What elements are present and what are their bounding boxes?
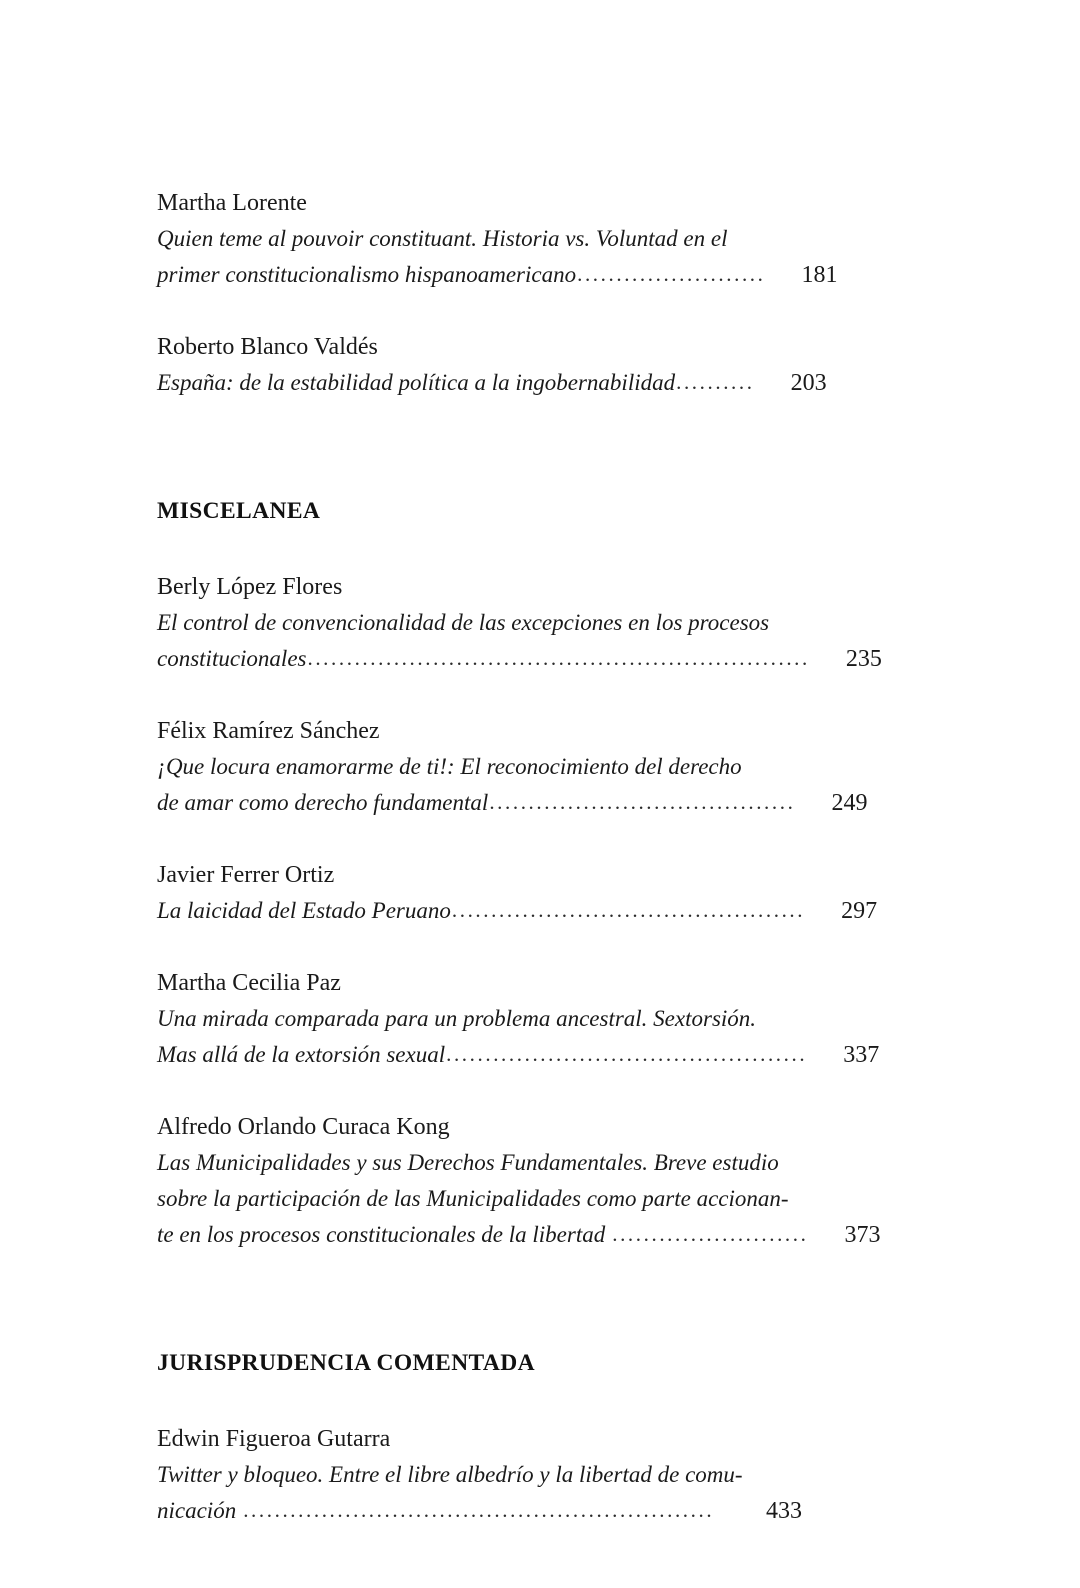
entry-title-last-line <box>157 1217 881 1253</box>
entry-title-line: sobre la participación de las Municipalidades como parte accionan- <box>157 1186 789 1212</box>
entry-title-last-line <box>157 1493 802 1529</box>
entry-title-line: Una mirada comparada para un problema ancestral. Sextorsión. <box>157 1006 757 1032</box>
entry-title-line: ¡Que locura enamorarme de ti!: El reconocimiento del derecho <box>157 754 742 780</box>
entry-title-last-line <box>157 893 878 929</box>
entry-page-number[interactable]: 249 <box>831 790 868 817</box>
table-of-contents <box>157 185 882 1529</box>
dot-leader: .............................................. <box>446 1042 808 1067</box>
entry-title-last-line <box>157 641 882 677</box>
dot-leader: ............................................................ <box>243 1498 715 1523</box>
dot-leader: ........................ <box>577 262 766 286</box>
entry-title-last-line <box>157 365 827 401</box>
dot-leader: .......... <box>676 370 755 394</box>
entry-title <box>157 1457 802 1529</box>
entry-title-line: España: de la estabilidad política a la ingobernabilidad <box>157 370 676 395</box>
section-heading: MISCELANEA <box>157 498 321 524</box>
entry-title-line: nicación <box>157 1498 237 1524</box>
section-heading: JURISPRUDENCIA COMENTADA <box>157 1350 536 1377</box>
entry-author: Martha Cecilia Paz <box>157 970 341 997</box>
section-spacer <box>157 437 802 497</box>
entry-page-number[interactable]: 337 <box>843 1042 880 1069</box>
entry-page-number[interactable]: 181 <box>801 262 838 288</box>
entry-page-number[interactable]: 297 <box>841 898 878 925</box>
entry-title-last-line <box>157 257 838 293</box>
toc-entry[interactable] <box>157 1421 802 1529</box>
entry-title <box>157 749 868 821</box>
entry-title <box>157 1145 881 1253</box>
entry-author: Félix Ramírez Sánchez <box>157 718 380 745</box>
entry-author: Javier Ferrer Ortiz <box>157 862 335 889</box>
section-spacer <box>157 525 802 569</box>
entry-title-line: constitucionales <box>157 646 307 672</box>
entry-author: Alfredo Orlando Curaca Kong <box>157 1114 450 1141</box>
dot-leader: ......................... <box>612 1222 809 1247</box>
entry-author: Martha Lorente <box>157 190 307 216</box>
toc-entry[interactable] <box>157 185 838 293</box>
entry-title <box>157 365 827 401</box>
entry-author: Edwin Figueroa Gutarra <box>157 1426 391 1453</box>
entry-title-line: de amar como derecho fundamental <box>157 790 489 816</box>
entry-title-line: Las Municipalidades y sus Derechos Fundamentales. Breve estudio <box>157 1150 779 1176</box>
section-spacer <box>157 1289 802 1349</box>
entry-page-number[interactable]: 203 <box>790 370 827 396</box>
entry-title-line: El control de convencionalidad de las excepciones en los procesos <box>157 610 770 636</box>
entry-title-last-line <box>157 1037 880 1073</box>
entry-title-line: Mas allá de la extorsión sexual <box>157 1042 446 1068</box>
entry-title-line: primer constitucionalismo hispanoamericano <box>157 262 577 287</box>
entry-author: Berly López Flores <box>157 574 343 601</box>
entry-title-line: La laicidad del Estado Peruano <box>157 898 451 924</box>
dot-leader: ................................................................ <box>307 646 810 671</box>
entry-title <box>157 893 878 929</box>
toc-entry[interactable] <box>157 569 882 677</box>
entry-page-number[interactable]: 373 <box>844 1222 881 1249</box>
entry-title <box>157 1001 880 1073</box>
dot-leader: ....................................... <box>489 790 796 815</box>
dot-leader: ............................................. <box>451 898 806 923</box>
toc-entry[interactable] <box>157 329 827 401</box>
entry-author: Roberto Blanco Valdés <box>157 334 378 360</box>
toc-entry[interactable] <box>157 713 868 821</box>
entry-page-number[interactable]: 235 <box>845 646 882 673</box>
entry-title-last-line <box>157 785 868 821</box>
entry-title <box>157 221 838 293</box>
entry-title-line: te en los procesos constitucionales de la libertad <box>157 1222 606 1248</box>
entry-page-number[interactable]: 433 <box>766 1498 802 1525</box>
toc-entry[interactable] <box>157 965 880 1073</box>
entry-title <box>157 605 882 677</box>
entry-title-line: Quien teme al pouvoir constituant. Historia vs. Voluntad en el <box>157 226 728 251</box>
toc-entry[interactable] <box>157 857 878 929</box>
toc-entry[interactable] <box>157 1109 881 1253</box>
entry-title-line: Twitter y bloqueo. Entre el libre albedrío y la libertad de comu- <box>157 1462 743 1488</box>
section-spacer <box>157 1377 802 1421</box>
